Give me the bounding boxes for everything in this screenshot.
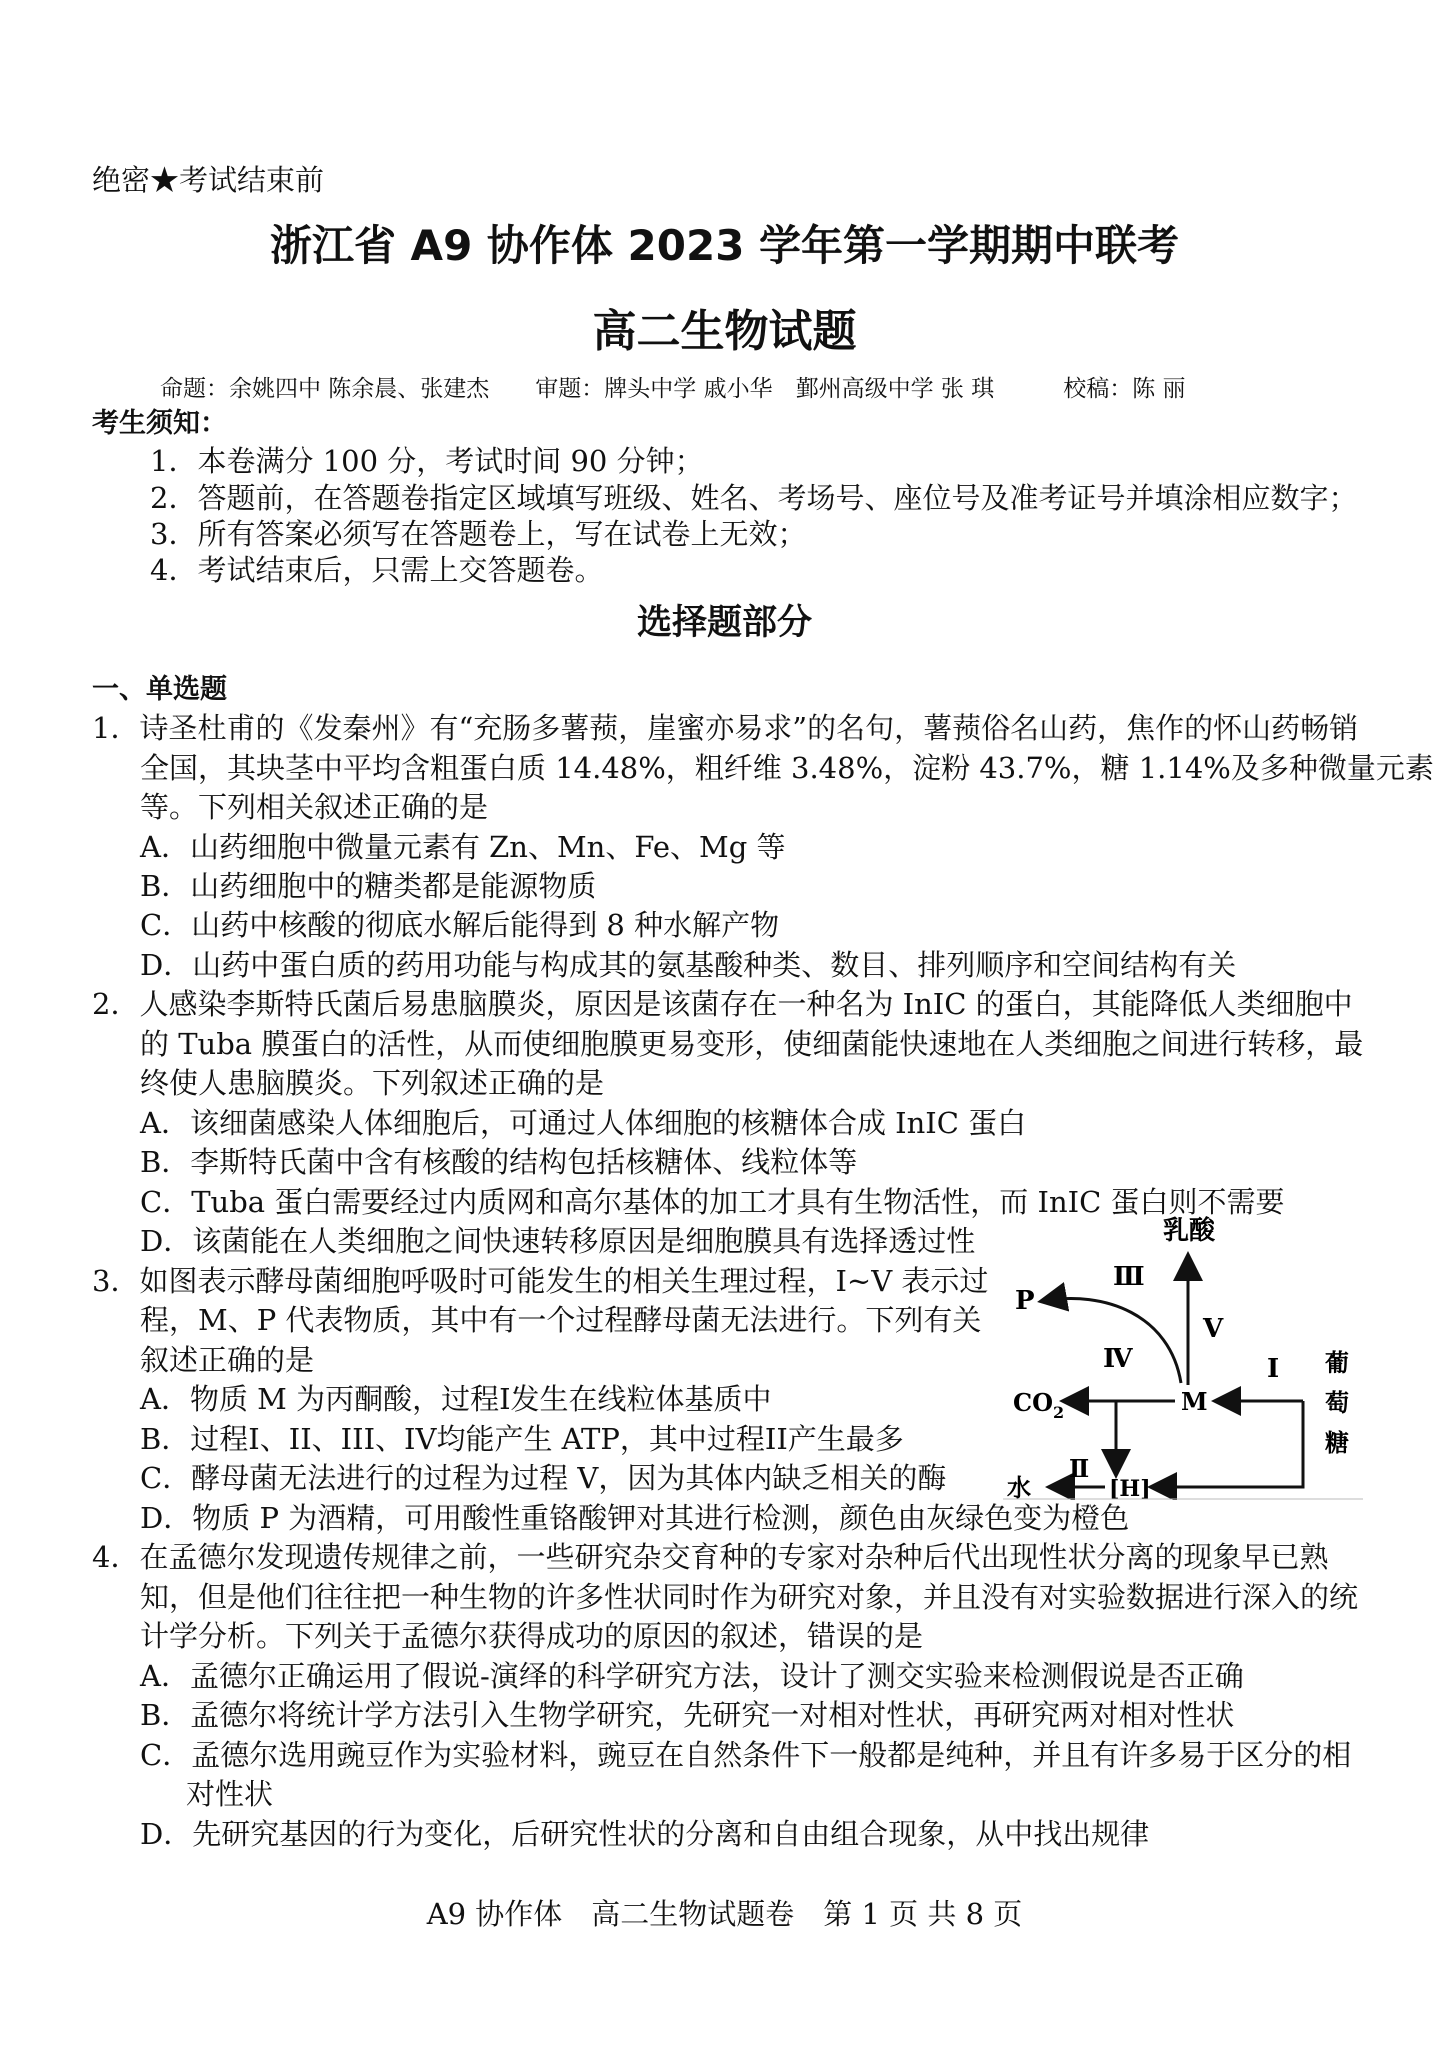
label-i: I	[1267, 1354, 1280, 1384]
label-iii: Ⅲ	[1113, 1262, 1145, 1292]
question-1-stem: 全国，其块茎中平均含粗蛋白质 14.48%，粗纤维 3.48%，淀粉 43.7%，糖 1.14%及多种微量元素	[140, 751, 1434, 785]
glucose-label-2: 萄	[1325, 1388, 1349, 1417]
page-title: 高二生物试题	[592, 306, 857, 357]
question-4-option-d: D．先研究基因的行为变化，后研究性状的分离和自由组合现象，从中找出规律	[140, 1817, 1150, 1851]
exam-title: 浙江省 A9 协作体 2023 学年第一学期期中联考	[269, 221, 1180, 270]
question-4-stem: 4．在孟德尔发现遗传规律之前，一些研究杂交育种的专家对杂种后代出现性状分离的现象早已熟	[92, 1540, 1329, 1574]
question-1-option-a: A．山药细胞中微量元素有 Zn、Mn、Fe、Mg 等	[140, 830, 786, 864]
secret-label: 绝密★考试结束前	[92, 163, 325, 197]
question-4-option-b: B．孟德尔将统计学方法引入生物学研究，先研究一对相对性状，再研究两对相对性状	[140, 1698, 1235, 1732]
authors-line: 命题：余姚四中 陈余晨、张建杰 审题：牌头中学 戚小华 鄞州高级中学 张 琪 校稿：陈 丽	[160, 376, 1186, 402]
question-2-stem: 终使人患脑膜炎。下列叙述正确的是	[140, 1066, 605, 1100]
label-ii: Ⅱ	[1069, 1454, 1090, 1483]
section-title: 选择题部分	[636, 603, 812, 643]
label-m: M	[1181, 1387, 1208, 1416]
question-4-option-c: C．孟德尔选用豌豆作为实验材料，豌豆在自然条件下一般都是纯种，并且有许多易于区分的相	[140, 1738, 1352, 1772]
question-3-option-d: D．物质 P 为酒精，可用酸性重铬酸钾对其进行检测，颜色由灰绿色变为橙色	[140, 1501, 1130, 1535]
question-1-option-b: B．山药细胞中的糖类都是能源物质	[140, 869, 597, 903]
notice-item: 4．考试结束后，只需上交答题卷。	[150, 553, 604, 587]
part-title: 一、单选题	[92, 674, 227, 705]
glucose-label-1: 葡	[1325, 1348, 1349, 1377]
question-1-option-d: D．山药中蛋白质的药用功能与构成其的氨基酸种类、数目、排列顺序和空间结构有关	[140, 948, 1237, 982]
label-iv: Ⅳ	[1103, 1344, 1133, 1374]
co2-label: $CO_2$	[1013, 1388, 1065, 1422]
question-2-option-b: B．李斯特氏菌中含有核酸的结构包括核糖体、线粒体等	[140, 1145, 858, 1179]
question-3-option-c: C．酵母菌无法进行的过程为过程 V，因为其体内缺乏相关的酶	[140, 1461, 947, 1495]
question-1-stem: 1．诗圣杜甫的《发秦州》有“充肠多薯蓣，崖蜜亦易求”的名句，薯蓣俗名山药，焦作的怀山药畅销	[92, 711, 1359, 745]
label-h: [H]	[1109, 1476, 1151, 1500]
page-footer: A9 协作体 高二生物试题卷 第 1 页 共 8 页	[426, 1897, 1023, 1931]
question-3-stem: 程，M、P 代表物质，其中有一个过程酵母菌无法进行。下列有关	[140, 1303, 982, 1337]
question-3-option-b: B．过程I、II、III、IV均能产生 ATP，其中过程II产生最多	[140, 1422, 904, 1456]
notice-title: 考生须知：	[92, 408, 227, 439]
question-1-stem: 等。下列相关叙述正确的是	[140, 790, 489, 824]
notice-item: 3．所有答案必须写在答题卷上，写在试卷上无效；	[150, 517, 807, 551]
notice-item: 2．答题前，在答题卷指定区域填写班级、姓名、考场号、座位号及准考证号并填涂相应数字；	[150, 481, 1358, 515]
glucose-label-3: 糖	[1325, 1428, 1349, 1457]
respiration-diagram	[985, 1205, 1365, 1500]
question-3-stem: 3．如图表示酵母菌细胞呼吸时可能发生的相关生理过程，I~V 表示过	[92, 1264, 989, 1298]
water-label: 水	[1007, 1473, 1031, 1500]
notice-item: 1．本卷满分 100 分，考试时间 90 分钟；	[150, 444, 704, 478]
question-1-option-c: C．山药中核酸的彻底水解后能得到 8 种水解产物	[140, 908, 780, 942]
question-4-stem: 计学分析。下列关于孟德尔获得成功的原因的叙述，错误的是	[140, 1619, 924, 1653]
lactic-acid-label: 乳酸	[1163, 1216, 1216, 1246]
question-3-stem: 叙述正确的是	[140, 1343, 315, 1377]
question-2-option-d: D．该菌能在人类细胞之间快速转移原因是细胞膜具有选择透过性	[140, 1224, 976, 1258]
question-2-stem: 的 Tuba 膜蛋白的活性，从而使细胞膜更易变形，使细菌能快速地在人类细胞之间进行转移，最	[140, 1027, 1364, 1061]
question-4-option-c-cont: 对性状	[186, 1777, 274, 1811]
question-4-stem: 知，但是他们往往把一种生物的许多性状同时作为研究对象，并且没有对实验数据进行深入的统	[140, 1580, 1359, 1614]
question-3-option-a: A．物质 M 为丙酮酸，过程I发生在线粒体基质中	[140, 1382, 772, 1416]
question-2-stem: 2．人感染李斯特氏菌后易患脑膜炎，原因是该菌存在一种名为 InIC 的蛋白，其能降低人类细胞中	[92, 987, 1353, 1021]
question-4-option-a: A．孟德尔正确运用了假说-演绎的科学研究方法，设计了测交实验来检测假说是否正确	[140, 1659, 1244, 1693]
arrow-glucose-h	[1153, 1401, 1303, 1487]
label-p: P	[1015, 1286, 1035, 1316]
label-v: V	[1203, 1314, 1224, 1344]
question-2-option-a: A．该细菌感染人体细胞后，可通过人体细胞的核糖体合成 InIC 蛋白	[140, 1106, 1027, 1140]
question-2-option-c: C．Tuba 蛋白需要经过内质网和高尔基体的加工才具有生物活性，而 InIC 蛋白则不需要	[140, 1185, 1285, 1219]
